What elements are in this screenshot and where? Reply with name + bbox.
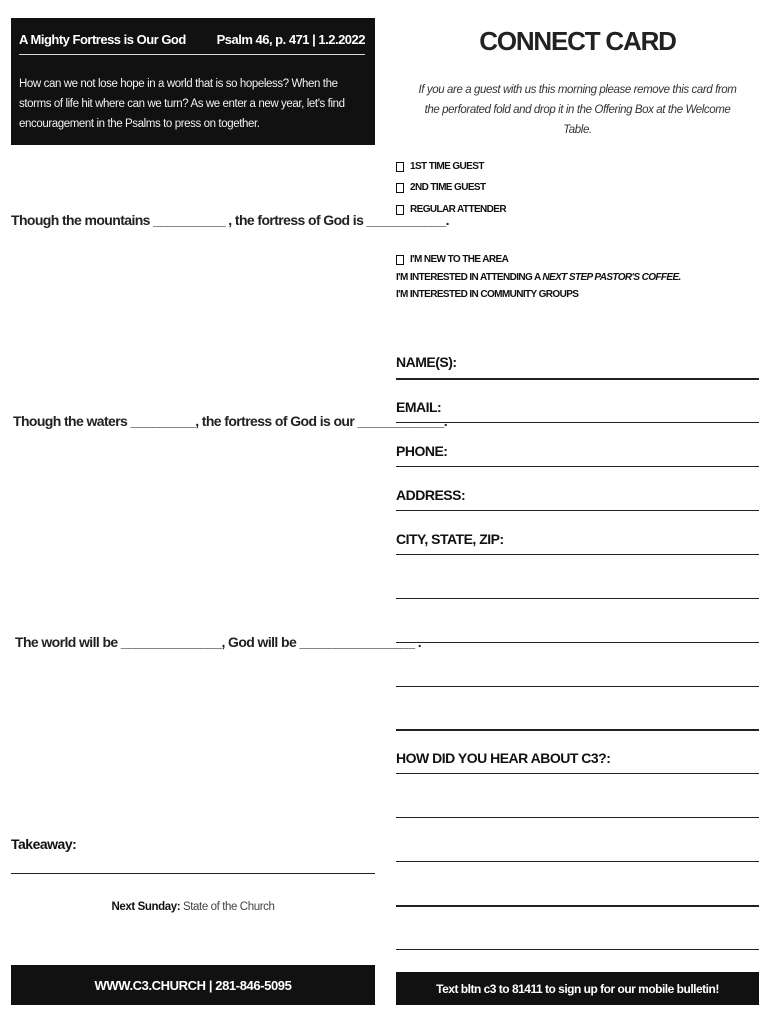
sermon-header-row: [19, 32, 365, 55]
mobile-bulletin-text: Text bltn c3 to 81411 to sign up for our mobile bulletin!: [436, 981, 719, 996]
footer-contact-text: WWW.C3.CHURCH | 281-846-5095: [94, 977, 292, 993]
names-line[interactable]: [396, 378, 759, 380]
hear-about-label: HOW DID YOU HEAR ABOUT C3?:: [396, 750, 611, 766]
blank-line[interactable]: [396, 905, 759, 907]
names-label: NAME(S):: [396, 354, 457, 370]
blank-line[interactable]: [396, 861, 759, 862]
address-line[interactable]: [396, 510, 759, 511]
interest-coffee-prefix: I'M INTERESTED IN ATTENDING A: [396, 272, 543, 283]
interest-community-groups[interactable]: I'M INTERESTED IN COMMUNITY GROUPS: [396, 289, 579, 300]
checkbox-icon[interactable]: [396, 162, 404, 172]
checkbox-icon[interactable]: [396, 255, 404, 265]
connect-card-title: CONNECT CARD: [479, 26, 676, 56]
takeaway-label: Takeaway:: [11, 836, 77, 852]
checkbox-new-to-area[interactable]: [396, 254, 508, 265]
connect-card-intro: If you are a guest with us this morning please remove this card from the perforated fold and drop it in the Offering Box at the Welcome Table.: [418, 84, 737, 136]
blank-line[interactable]: [396, 817, 759, 818]
notes-line-1: Though the mountains __________ , the fortress of God is ___________.: [11, 212, 449, 228]
blank-line[interactable]: [396, 729, 759, 731]
checkbox-icon[interactable]: [396, 205, 404, 215]
checkbox-label: I'M NEW TO THE AREA: [410, 254, 509, 265]
address-label: ADDRESS:: [396, 487, 466, 503]
footer-contact-bar: [11, 965, 375, 1005]
city-state-zip-label: CITY, STATE, ZIP:: [396, 531, 504, 547]
sermon-reference: Psalm 46, p. 471 | 1.2.2022: [216, 32, 365, 47]
blank-line[interactable]: [396, 686, 759, 687]
notes-line-2: Though the waters _________, the fortress of God is our ____________.: [13, 413, 448, 429]
sermon-intro: How can we not lose hope in a world that is so hopeless? When the storms of life hit where can we turn? As we enter a new year, let's find encouragement in the Psalms to press on together.: [19, 78, 345, 130]
checkbox-icon[interactable]: [396, 183, 404, 193]
phone-label: PHONE:: [396, 443, 448, 459]
email-label: EMAIL:: [396, 399, 442, 415]
sermon-header: [11, 18, 375, 145]
sermon-title: A Mighty Fortress is Our God: [19, 32, 186, 47]
mobile-bulletin-bar: [396, 972, 759, 1005]
checkbox-first-time-guest[interactable]: [396, 161, 484, 172]
interest-coffee-emphasis: NEXT STEP PASTOR'S COFFEE.: [542, 272, 681, 283]
next-sunday-value: State of the Church: [182, 901, 275, 913]
blank-line[interactable]: [396, 598, 759, 599]
checkbox-regular-attender[interactable]: [396, 204, 506, 215]
next-sunday: [11, 901, 375, 913]
checkbox-label: 2ND TIME GUEST: [410, 182, 486, 193]
checkbox-label: REGULAR ATTENDER: [410, 204, 506, 215]
notes-line-3: The world will be ______________, God will be ________________ .: [15, 634, 421, 650]
interest-pastors-coffee[interactable]: [396, 272, 681, 283]
blank-line[interactable]: [396, 949, 759, 950]
checkbox-label: 1ST TIME GUEST: [410, 161, 484, 172]
phone-line[interactable]: [396, 466, 759, 467]
city-state-zip-line[interactable]: [396, 554, 759, 555]
hear-about-line[interactable]: [396, 773, 759, 774]
next-sunday-label: Next Sunday:: [111, 901, 181, 913]
checkbox-second-time-guest[interactable]: [396, 182, 486, 193]
blank-line[interactable]: [396, 642, 759, 643]
email-line[interactable]: [396, 422, 759, 423]
takeaway-line[interactable]: [11, 873, 375, 874]
